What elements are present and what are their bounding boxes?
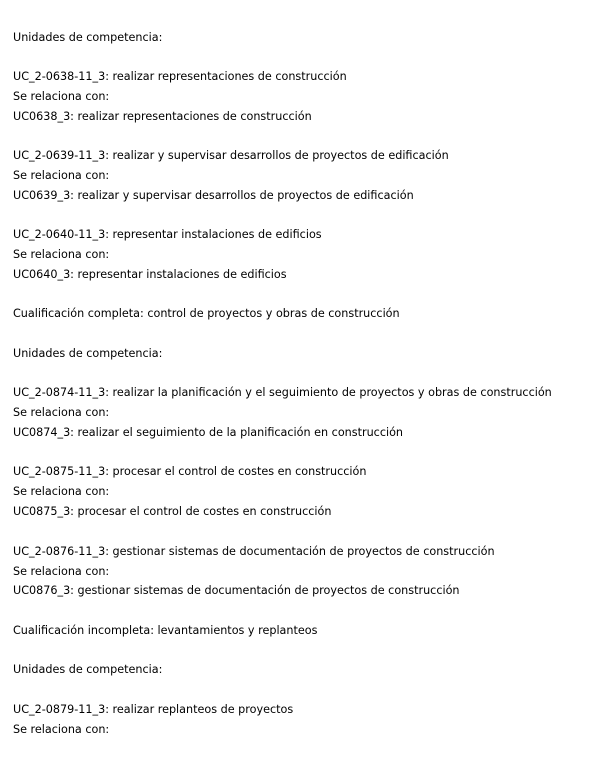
unit-code-line: UC_2-0879-11_3: realizar replanteos de proyectos bbox=[13, 703, 294, 716]
unit-code-line: UC_2-0639-11_3: realizar y supervisar desarrollos de proyectos de edificación bbox=[13, 149, 449, 162]
related-unit-line: UC0638_3: realizar representaciones de construcción bbox=[13, 110, 312, 123]
qualification-heading: Cualificación completa: control de proyectos y obras de construcción bbox=[13, 307, 400, 320]
relation-label: Se relaciona con: bbox=[13, 406, 110, 419]
unit-code-line: UC_2-0876-11_3: gestionar sistemas de documentación de proyectos de construcción bbox=[13, 545, 495, 558]
relation-label: Se relaciona con: bbox=[13, 90, 110, 103]
section-heading-units: Unidades de competencia: bbox=[13, 347, 163, 360]
section-heading-units: Unidades de competencia: bbox=[13, 663, 163, 676]
relation-label: Se relaciona con: bbox=[13, 485, 110, 498]
relation-label: Se relaciona con: bbox=[13, 565, 110, 578]
related-unit-line: UC0639_3: realizar y supervisar desarrollos de proyectos de edificación bbox=[13, 189, 414, 202]
section-heading-units: Unidades de competencia: bbox=[13, 31, 163, 44]
related-unit-line: UC0876_3: gestionar sistemas de documentación de proyectos de construcción bbox=[13, 584, 460, 597]
unit-code-line: UC_2-0875-11_3: procesar el control de costes en construcción bbox=[13, 465, 367, 478]
related-unit-line: UC0874_3: realizar el seguimiento de la planificación en construcción bbox=[13, 426, 404, 439]
relation-label: Se relaciona con: bbox=[13, 169, 110, 182]
unit-code-line: UC_2-0874-11_3: realizar la planificación y el seguimiento de proyectos y obras de construcción bbox=[13, 386, 552, 399]
related-unit-line: UC0875_3: procesar el control de costes en construcción bbox=[13, 505, 332, 518]
qualification-heading: Cualificación incompleta: levantamientos y replanteos bbox=[13, 624, 318, 637]
unit-code-line: UC_2-0640-11_3: representar instalaciones de edificios bbox=[13, 228, 322, 241]
related-unit-line: UC0640_3: representar instalaciones de edificios bbox=[13, 268, 287, 281]
relation-label: Se relaciona con: bbox=[13, 248, 110, 261]
relation-label: Se relaciona con: bbox=[13, 723, 110, 736]
unit-code-line: UC_2-0638-11_3: realizar representaciones de construcción bbox=[13, 70, 347, 83]
